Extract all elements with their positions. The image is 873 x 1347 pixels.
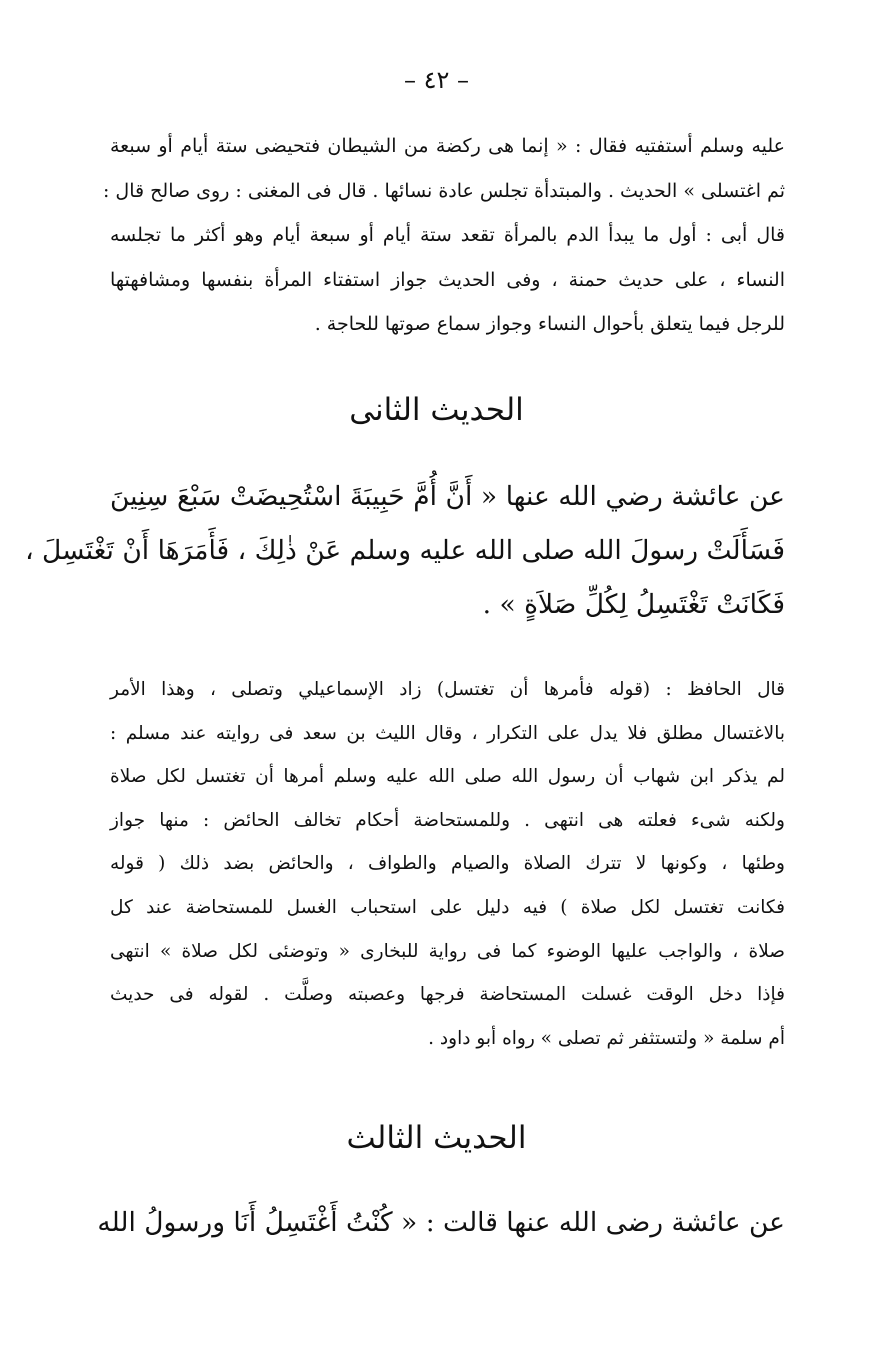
text-line: عن عائشة رضى الله عنها قالت : « كُنْتُ أَغْتَسِلُ أَنَا ورسولُ الله <box>97 1207 785 1238</box>
hadith-2-text <box>25 470 785 632</box>
text-line: بالاغتسال مطلق فلا يدل على التكرار ، وقال الليث بن سعد فى روايته عند مسلم : <box>110 722 785 744</box>
hadith-2-title: الحديث الثانى <box>349 392 524 428</box>
text-line: قال الحافظ : (قوله فأمرها أن تغتسل) زاد الإسماعيلي وتصلى ، وهذا الأمر <box>110 679 785 700</box>
page-number: – ٤٢ – <box>403 66 470 94</box>
text-line: صلاة ، والواجب عليها الوضوء كما فى رواية للبخارى « وتوضئى لكل صلاة » انتهى <box>110 940 785 962</box>
text-line: فَكَانَتْ تَغْتَسِلُ لِكُلِّ صَلاَةٍ » . <box>482 589 785 620</box>
text-line: عن عائشة رضي الله عنها « أَنَّ أُمَّ حَبِيبَةَ اسْتُحِيضَتْ سَبْعَ سِنِينَ <box>110 481 785 512</box>
text-line: فَسَأَلَتْ رسولَ الله صلى الله عليه وسلم عَنْ ذٰلِكَ ، فَأَمَرَهَا أَنْ تَغْتَسِلَ ، <box>25 535 785 566</box>
text-line: فإذا دخل الوقت غسلت المستحاضة فرجها وعصبته وصلَّت . لقوله فى حديث <box>110 984 785 1006</box>
text-line: فكانت تغتسل لكل صلاة ) فيه دليل على استحباب الغسل للمستحاضة عند كل <box>110 896 785 918</box>
text-line: وطئها ، وكونها لا تترك الصلاة والصيام والطواف ، والحائض بضد ذلك ( قوله <box>110 853 785 875</box>
text-line: النساء ، على حديث حمنة ، وفى الحديث جواز استفتاء المرأة بنفسها ومشافهتها <box>110 268 785 291</box>
hadith-3-text <box>97 1196 785 1250</box>
hadith-3-title: الحديث الثالث <box>346 1120 527 1156</box>
text-line: للرجل فيما يتعلق بأحوال النساء وجواز سماع صوتها للحاجة . <box>314 313 785 335</box>
intro-paragraph <box>102 124 785 347</box>
text-line: عليه وسلم أستفتيه فقال : « إنما هى ركضة من الشيطان فتحيضى ستة أيام أو سبعة <box>110 135 785 157</box>
text-line: ثم اغتسلى » الحديث . والمبتدأة تجلس عادة نسائها . قال فى المغنى : روى صالح قال : <box>102 179 785 202</box>
text-line: قال أبى : أول ما يبدأ الدم بالمرأة تقعد ستة أيام أو سبعة أيام وهو أكثر ما تجلسه <box>110 224 785 246</box>
text-line: ولكنه شىء فعلته هى انتهى . وللمستحاضة أحكام تخالف الحائض : منها جواز <box>110 809 785 831</box>
text-line: أم سلمة « ولتستثفر ثم تصلى » رواه أبو داود . <box>428 1027 785 1049</box>
hadith-2-commentary <box>110 668 785 1060</box>
text-line: لم يذكر ابن شهاب أن رسول الله صلى الله عليه وسلم أمرها أن تغتسل لكل صلاة <box>110 766 785 788</box>
